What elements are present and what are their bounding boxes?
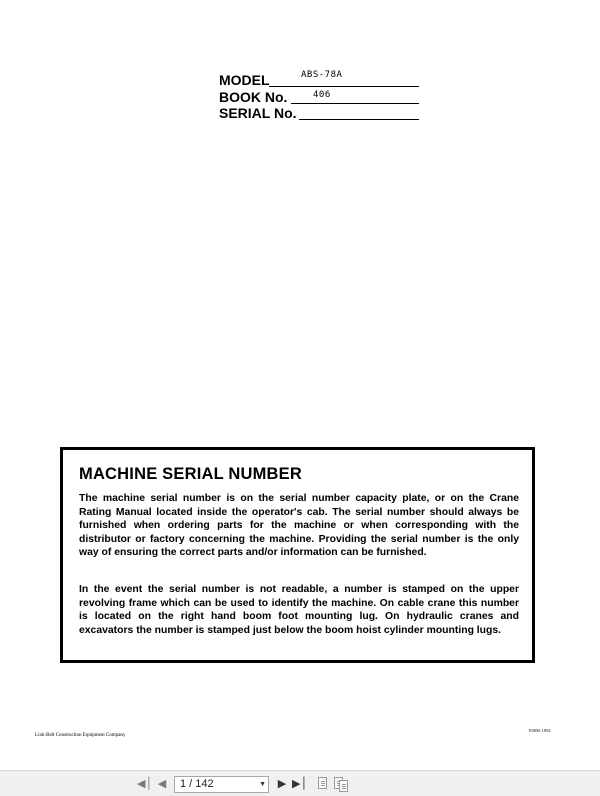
- previous-page-icon[interactable]: ◀: [157, 777, 167, 790]
- pdf-viewer-toolbar: [0, 770, 600, 796]
- book-label: BOOK No.: [219, 89, 288, 105]
- model-underline: [269, 86, 419, 87]
- book-underline: [291, 103, 419, 104]
- serial-box-title: MACHINE SERIAL NUMBER: [79, 465, 302, 483]
- page-indicator-text: 1 / 142: [180, 778, 214, 790]
- serial-box-paragraph-1: The machine serial number is on the serial number capacity plate, or on the Crane Rating Manual located inside the operator's cab. The serial number should always be furnished when ordering parts for the machine or when corresponding with the distributor or factory concerning the machine. Providing the serial number is the only way of ensuring the correct parts and/or information can be furnished.: [79, 493, 519, 559]
- book-value: 406: [313, 90, 331, 100]
- first-page-icon[interactable]: ◀│: [137, 777, 153, 790]
- footer-document-code: F0056 1092: [529, 728, 551, 733]
- serial-underline: [299, 119, 419, 120]
- model-value: ABS-78A: [301, 70, 343, 80]
- single-page-view-icon[interactable]: [318, 777, 327, 789]
- next-page-icon[interactable]: ▶: [277, 777, 287, 790]
- machine-serial-number-box: [60, 447, 535, 663]
- serial-box-paragraph-2: In the event the serial number is not readable, a number is stamped on the upper revolving frame which can be used to identify the machine. On cable crane this number is located on the right hand boom foot mounting lug. On hydraulic cranes and excavators the number is stamped just below the boom hoist cylinder mounting lugs.: [79, 584, 519, 636]
- serial-label: SERIAL No.: [219, 105, 297, 121]
- footer-company-name: Link-Belt Construction Equipment Company: [35, 733, 126, 738]
- model-label: MODEL: [219, 72, 270, 88]
- last-page-icon[interactable]: ▶│: [292, 777, 308, 790]
- page-number-input[interactable]: [174, 776, 269, 793]
- two-page-view-icon: [339, 780, 348, 792]
- dropdown-arrow-icon[interactable]: ▼: [259, 781, 266, 788]
